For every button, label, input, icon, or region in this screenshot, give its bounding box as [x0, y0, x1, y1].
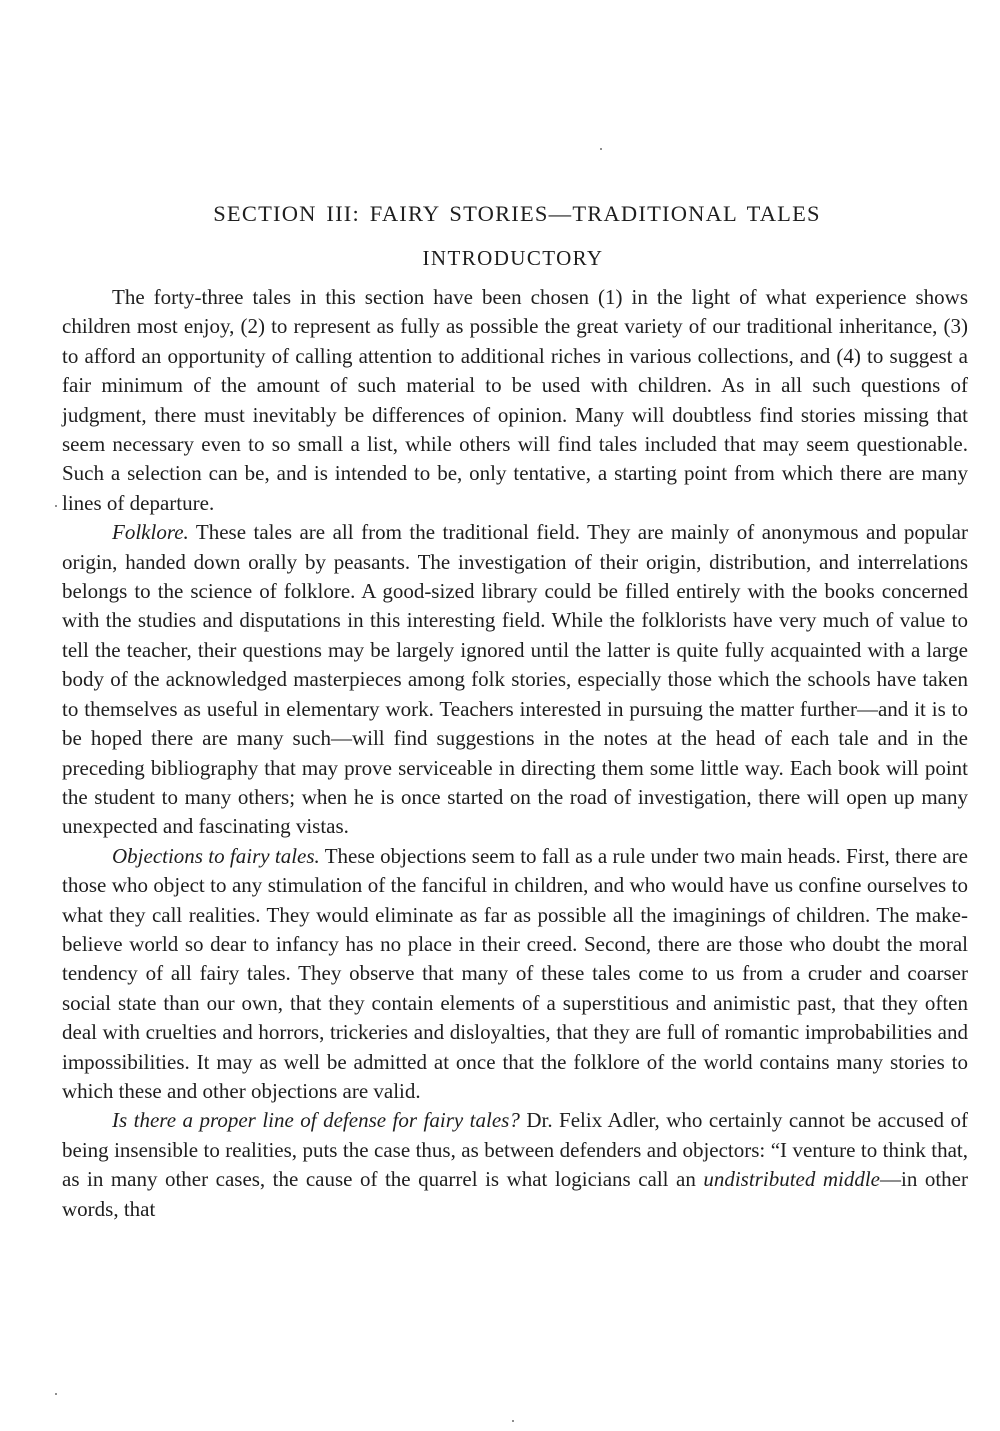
paragraph-text: These objections seem to fall as a rule under two main heads. First, there are those who object to any stimulation of the fanciful in children, and who would have us confine ourselves to what they call realities. They would eliminate as far as possible all the imaginings of children. The make-believe world so dear to infancy has no place in their creed. Second, there are those who doubt the moral tendency of all fairy tales. They observe that many of these tales come to us from a cruder and coarser social state than our own, that they contain elements of a superstitious and animistic past, that they often deal with cruelties and horrors, trickeries and disloyalties, that they are full of romantic improbabilities and impossibilities. It may as well be admitted at once that the folklore of the world contains many stories to which these and other objections are valid.: [62, 843, 968, 1103]
scan-speck: [512, 1420, 514, 1422]
paragraph-text: These tales are all from the traditional field. They are mainly of anonymous and popular origin, handed down orally by peasants. The investigation of their origin, distribution, and interrelations belongs to the science of folklore. A good-sized library could be filled entirely with the books concerned with the studies and disputations in this interesting field. While the folklorists have very much of value to tell the teacher, their questions may be largely ignored until the latter is quite fully acquainted with a large body of the acknowledged masterpieces among folk stories, especially those which the schools have taken to themselves as useful in elementary work. Teachers interested in pursuing the matter further—and it is to be hoped there are many such—will find suggestions in the notes at the head of each tale and in the preceding bibliography that may prove serviceable in directing them some little way. Each book will point the student to many others; when he is once started on the road of investigation, there will open up many unexpected and fascinating vistas.: [62, 520, 968, 839]
paragraph-lead: Is there a proper line of defense for fairy tales?: [112, 1108, 520, 1133]
paragraph-text-end: —in other words, that: [62, 1167, 968, 1221]
subtitle-introductory: INTRODUCTORY: [422, 246, 604, 270]
paragraph-lead: Folklore.: [112, 520, 189, 545]
scan-speck: [55, 505, 57, 507]
paragraph-selection: [62, 283, 968, 518]
paragraph-lead: Objections to fairy tales.: [112, 843, 320, 868]
body-text: [62, 283, 968, 1224]
section-title: SECTION III: FAIRY STORIES—TRADITIONAL TALES: [213, 201, 821, 226]
paragraph-folklore: [62, 518, 968, 841]
paragraph-objections: [62, 842, 968, 1107]
scan-speck: [600, 148, 602, 150]
emphasis-term: undistributed middle: [703, 1167, 881, 1192]
scan-speck: [55, 1393, 57, 1395]
paragraph-defense: [62, 1106, 968, 1224]
paragraph-text: Dr. Felix Adler, who certainly cannot be accused of being insensible to realities, puts the case thus, as between defenders and objectors: “I venture to think that, as in many other cases, the cause of the quarrel is what logicians call an: [62, 1108, 969, 1192]
paragraph-text: The forty-three tales in this section have been chosen (1) in the light of what experience shows children most enjoy, (2) to represent as fully as possible the great variety of our traditional inheritance, (3) to afford an opportunity of calling attention to additional riches in various collections, and (4) to suggest a fair minimum of the amount of such material to be used with children. As in all such questions of judgment, there must inevitably be differences of opinion. Many will doubtless find stories missing that seem necessary even to so small a list, while others will find tales included that may seem questionable. Such a selection can be, and is intended to be, only tentative, a starting point from which there are many lines of departure.: [62, 285, 968, 515]
